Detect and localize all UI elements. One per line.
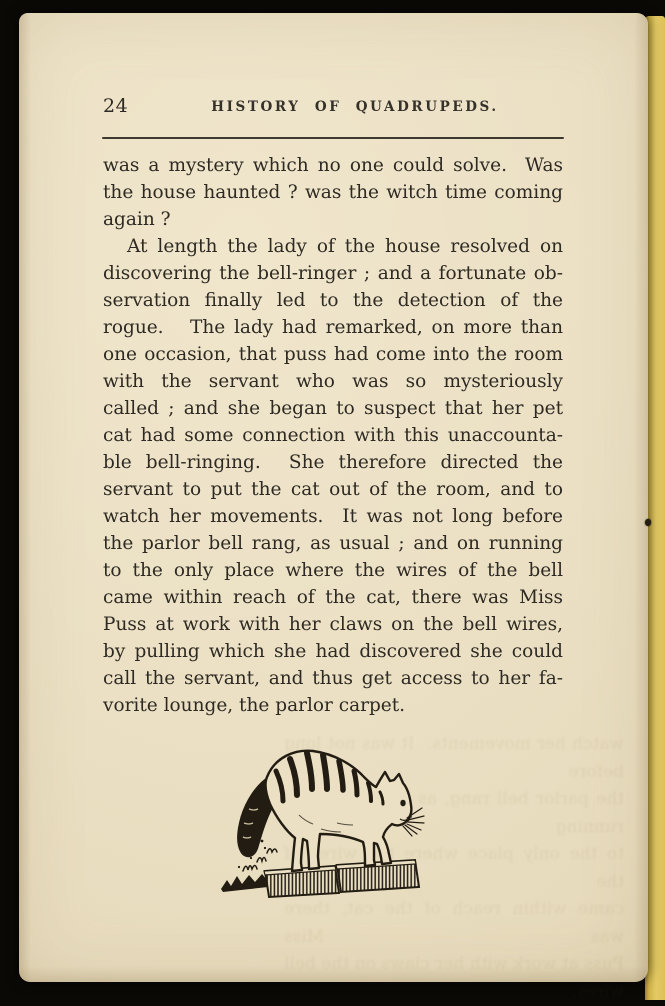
ink-fleck — [261, 840, 264, 843]
show-through-text-line: watch her movements. It was not long before — [284, 734, 624, 782]
text-line: servant to put the cat out of the room, and to — [103, 479, 563, 501]
show-through-text-line: Puss at work with her claws on the bell wires, — [284, 954, 624, 1002]
page-number: 24 — [103, 95, 129, 117]
text-line: rogue. The lady had remarked, on more than — [103, 317, 563, 339]
show-through-text-line: came within reach of the cat, there was Miss — [284, 899, 624, 947]
show-through-text-line: the parlor bell rang, as usual ; and on running — [284, 789, 624, 837]
cat-illustration — [215, 745, 425, 910]
text-line: the house haunted ? was the witch time coming — [103, 182, 563, 204]
show-through-text-line: to the only place where the wires of the bell — [284, 844, 624, 892]
text-line: came within reach of the cat, there was Miss — [103, 587, 563, 609]
text-line: the parlor bell rang, as usual ; and on running — [103, 533, 563, 555]
header-rule — [102, 137, 564, 139]
text-line: Puss at work with her claws on the bell wires, — [103, 614, 563, 636]
running-header — [103, 97, 563, 117]
text-line: to the only place where the wires of the bell — [103, 560, 563, 582]
text-line: watch her movements. It was not long before — [103, 506, 563, 528]
text-line: again ? — [103, 209, 171, 231]
page-content — [103, 97, 563, 719]
book-page — [19, 13, 648, 1002]
text-line: At length the lady of the house resolved on — [127, 236, 563, 258]
running-head-title: HISTORY OF QUADRUPEDS. — [211, 99, 499, 115]
body-text — [103, 152, 563, 719]
text-line: one occasion, that puss had come into the room — [103, 344, 563, 366]
text-line: was a mystery which no one could solve. Was — [103, 155, 563, 177]
text-line: vorite lounge, the parlor carpet. — [103, 695, 406, 717]
text-line: by pulling which she had discovered she could — [103, 641, 563, 663]
text-line: servation finally led to the detection of the — [103, 290, 563, 312]
cat-woodcut-icon — [215, 745, 425, 910]
text-line: called ; and she began to suspect that her pet — [103, 398, 563, 420]
stone-right — [336, 860, 419, 892]
page-edge-speck — [645, 519, 651, 526]
text-line: with the servant who was so mysteriously — [103, 371, 563, 393]
text-line: cat had some connection with this unaccounta- — [103, 425, 563, 447]
next-page-edge — [645, 16, 665, 1000]
text-line: ble bell-ringing. She therefore directed the — [103, 452, 563, 474]
text-line: call the servant, and thus get access to her fa- — [103, 668, 563, 690]
text-line: discovering the bell-ringer ; and a fortunate ob- — [103, 263, 563, 285]
